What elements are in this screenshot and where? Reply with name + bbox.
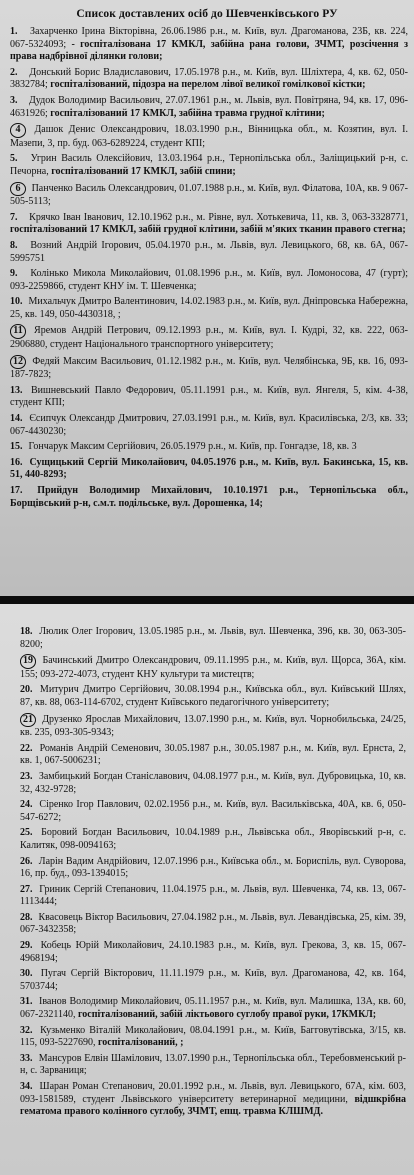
entry-text: Пугач Сергій Вікторович, 11.11.1979 р.н., м. Київ, вул. Драгоманова, 42, кв. 164, 5703744; — [20, 968, 407, 992]
entry-number: 27. — [20, 883, 33, 895]
entry-number: 14. — [10, 413, 23, 425]
list-item — [6, 95, 408, 120]
entry-number: 10. — [10, 296, 23, 308]
list-item — [6, 67, 408, 92]
list-item — [6, 240, 408, 265]
list-item — [20, 856, 406, 881]
entry-text: Сущицький Сергій Миколайович, 04.05.1976 р.н., м. Київ, вул. Бакинська, 15, кв. 51, 440-8293; — [10, 456, 409, 481]
list-item — [20, 827, 406, 852]
list-item — [20, 1053, 406, 1078]
entry-number: 29. — [20, 940, 33, 952]
entries-list-page-1 — [6, 26, 408, 510]
entry-text: Вишневський Павло Федорович, 05.11.1991 р.н., м. Київ, вул. Янгеля, 5, кім. 4-38, студент КПІ; — [10, 384, 409, 409]
list-item — [20, 884, 406, 909]
entry-text: Митурич Дмитро Сергійович, 30.08.1994 р.н., Київська обл., вул. Київський Шлях, 87, кв. 88, 063-114-6702, студент Київського педагогічного університету; — [20, 684, 407, 708]
list-item — [6, 385, 408, 410]
list-item — [20, 996, 406, 1021]
list-item — [20, 799, 406, 824]
entry-text: Колінько Микола Миколайович, 01.08.1996 р.н., м. Київ, вул. Ломоносова, 47 (гурт); 093-2259866, студент КНУ ім. Т. Шевченка; — [10, 268, 408, 292]
list-item — [20, 684, 406, 709]
list-item — [6, 296, 408, 321]
list-item — [6, 123, 408, 150]
entry-text: Крячко Іван Іванович, 12.10.1962 р.н., м. Рівне, вул. Хотькевича, 11, кв. 3, 063-3328771, — [29, 211, 409, 223]
entry-number: 30. — [20, 968, 33, 980]
entry-text: Гончарук Максим Сергійович, 26.05.1979 р.н., м. Київ, пр. Гонгадзе, 18, кв. 3 — [28, 441, 357, 453]
list-item — [6, 457, 408, 482]
entry-text: Квасовець Віктор Васильович, 27.04.1982 р.н., м. Львів, вул. Левандівська, 25, кім. 39, 067-3432358; — [20, 911, 407, 936]
entry-medical-note: госпіталізований, забій ліктьового суглобу правої руки, 17КМКЛ; — [75, 1009, 377, 1021]
list-item — [6, 441, 408, 454]
list-item — [6, 324, 408, 351]
entry-medical-note: госпіталізований 17 КМКЛ, забій грудної клітини, забій м'яких тканин правого стегна; — [10, 224, 406, 236]
circled-entry-number: 12 — [10, 355, 26, 370]
entry-text: Єсипчук Олександр Дмитрович, 27.03.1991 р.н., м. Київ, вул. Красилівська, 2/3, кв. 33; 067-4430230; — [10, 413, 409, 437]
list-item — [6, 485, 408, 510]
entry-text: Іванов Володимир Миколайович, 05.11.1957 р.н., м. Київ, вул. Малишка, 13А, кв. 60, 067-2321140, — [20, 996, 406, 1021]
list-item — [20, 713, 406, 740]
entry-number: 13. — [10, 384, 23, 396]
circled-entry-number: 19 — [20, 654, 36, 669]
document-page-2 — [0, 604, 414, 1175]
entry-number: 34. — [20, 1081, 33, 1092]
entry-number: 33. — [20, 1052, 33, 1064]
entry-text: Донський Борис Владиславович, 17.05.1978 р.н., м. Київ, вул. Шліхтера, 4, кв. 62, 050-3832784; — [10, 66, 409, 91]
entry-medical-note: госпіталізований 17 КМКЛ, забійна травма грудної клітини; — [47, 107, 325, 119]
entry-number: 3. — [10, 94, 18, 106]
entry-number: 23. — [20, 770, 33, 782]
list-item — [20, 654, 406, 681]
list-item — [20, 968, 406, 993]
circled-entry-number: 11 — [10, 324, 26, 339]
entry-number: 24. — [20, 799, 33, 811]
entry-medical-note: госпіталізований 17 КМКЛ, забій спини; — [48, 165, 236, 177]
entry-text: Захарченко Ірина Вікторівна, 26.06.1986 р.н., м. Київ, вул. Драгоманова, 23Б, кв. 224, 067-5324093; — [10, 26, 408, 50]
list-item — [6, 26, 408, 64]
entry-number: 31. — [20, 996, 33, 1008]
list-item — [6, 212, 408, 237]
entry-text: Друзенко Ярослав Михайлович, 13.07.1990 р.н., м. Київ, вул. Чорнобильська, 24/25, кв. 235, 093-305-9343; — [20, 713, 406, 739]
entry-number: 16. — [10, 456, 23, 468]
entry-number: 9. — [10, 268, 18, 280]
entry-number: 1. — [10, 26, 18, 37]
list-item — [20, 940, 406, 965]
entry-number: 25. — [20, 827, 33, 839]
entry-text: Прийдун Володимир Михайлович, 10.10.1971 р.н., Тернопільська обл., Борщівський р-н, с.м.т. подільське, вул. Дорошенка, 14; — [10, 485, 409, 509]
entry-number: 26. — [20, 855, 33, 867]
entry-text: Кобець Юрій Миколайович, 24.10.1983 р.н., м. Київ, вул. Грекова, 3, кв. 15, 067-4968194; — [20, 940, 406, 964]
entry-number: 32. — [20, 1024, 33, 1036]
circled-entry-number: 4 — [10, 123, 26, 138]
list-item — [6, 182, 408, 209]
entry-number: 15. — [10, 441, 23, 453]
entry-text: Михальчук Дмитро Валентинович, 14.02.1983 р.н., м. Київ, вул. Дніпровська Набережна, 25, кв. 149, 050-4430318, ; — [10, 296, 408, 320]
circled-entry-number: 21 — [20, 713, 36, 728]
entry-number: 7. — [10, 211, 18, 223]
list-item — [6, 413, 408, 438]
entry-text: Дудок Володимир Васильович, 27.07.1961 р.н., м. Львів, вул. Повітряна, 94, кв. 17, 096-4631926; — [10, 94, 408, 119]
entry-text: Бачинський Дмитро Олександрович, 09.11.1995 р.н., м. Київ, вул. Щорса, 36А, кім. 155; 093-272-4073, студент КНУ культури та мистецтв; — [20, 655, 407, 680]
entry-text: Дашок Денис Олександрович, 18.03.1990 р.н., Вінницька обл., м. Козятин, вул. І. Мазепи, 3, пр. буд. 063-6289224, студент КПІ; — [10, 124, 408, 149]
entry-text: Ларін Вадим Андрійович, 12.07.1996 р.н., Київська обл., м. Бориспіль, вул. Суворова, 16, пр. буд., 093-1394015; — [20, 855, 407, 880]
entry-medical-note: госпіталізований, ; — [95, 1037, 184, 1049]
entry-medical-note: госпіталізований, підозра на перелом лівої великої гомілкової кістки; — [47, 79, 366, 91]
entry-medical-note: відшкрібна гематома правого колінного суглобу, ЗЧМТ, епщ. травма КЛШМД. — [20, 1093, 406, 1118]
entry-number: 17. — [10, 485, 23, 496]
entry-text: Сіренко Ігор Павлович, 02.02.1956 р.н., м. Київ, вул. Васильківська, 40А, кв. 6, 050-547-6272; — [20, 799, 406, 823]
entry-text: Угрин Василь Олексійович, 13.03.1964 р.н., Тернопільська обл., Заліщицький р-н, с. Печорна, — [10, 153, 409, 177]
list-item — [20, 771, 406, 796]
entry-text: Замбицький Богдан Станіславович, 04.08.1977 р.н., м. Київ, вул. Дубровицька, 10, кв. 32, 432-9728; — [20, 770, 406, 795]
entry-number: 20. — [20, 684, 33, 696]
entry-number: 18. — [20, 626, 33, 637]
entries-list-page-2 — [20, 626, 406, 1119]
list-item — [20, 626, 406, 651]
entry-medical-note: - госпіталізована 17 КМКЛ, забійна рана голови, ЗЧМТ, розсічення з права надбрівної ділянки голови; — [10, 38, 408, 63]
list-item — [6, 153, 408, 178]
entry-text: Люлик Олег Ігорович, 13.05.1985 р.н., м. Львів, вул. Шевченка, 396, кв. 30, 063-305-8200; — [20, 626, 406, 650]
entry-text: Шаран Роман Степанович, 20.01.1992 р.н., м. Львів, вул. Левицького, 67А, кім. 603, 093-1581589, студент Львівського університету ветеринарної медицини, — [20, 1081, 407, 1105]
entry-number: 22. — [20, 742, 33, 754]
entry-text: Романів Андрій Семенович, 30.05.1987 р.н., 30.05.1987 р.н., м. Київ, вул. Ернста, 2, кв. 1, 067-5006231; — [20, 742, 407, 767]
list-item — [20, 1025, 406, 1050]
entry-text: Мансуров Елвін Шамілович, 13.07.1990 р.н., Тернопільська обл., Теребовменський р-н, с. Зарваниця; — [20, 1052, 406, 1077]
list-item — [20, 743, 406, 768]
entry-text: Федяй Максим Васильович, 01.12.1982 р.н., м. Київ, вул. Челябінська, 9Б, кв. 16, 093-187-7823; — [10, 355, 409, 381]
list-item — [20, 912, 406, 937]
list-item — [6, 268, 408, 293]
entry-text: Яремов Андрій Петрович, 09.12.1993 р.н., м. Київ, вул. І. Кудрі, 32, кв. 222, 063-2906880, студент Національного транспортного університету; — [10, 325, 409, 351]
entry-text: Возний Андрій Ігорович, 05.04.1970 р.н., м. Львів, вул. Левицького, 68, кв. 6А, 067-5995751 — [10, 239, 409, 264]
list-item — [20, 1081, 406, 1119]
document-title: Список доставлених осіб до Шевченківського РУ — [76, 8, 338, 20]
entry-number: 28. — [20, 911, 33, 923]
entry-text: Боровий Богдан Васильович, 10.04.1989 р.н., Львівська обл., Яворівський р-н, с. Калитяк, 098-0094163; — [20, 827, 406, 851]
entry-text: Гриник Сергій Степанович, 11.04.1975 р.н., м. Львів, вул. Шевченка, 74, кв. 13, 067-1113444; — [20, 883, 406, 908]
entry-number: 5. — [10, 153, 18, 165]
entry-number: 8. — [10, 239, 18, 251]
page-separator — [0, 596, 414, 604]
entry-text: Кузьменко Віталій Миколайович, 08.04.1991 р.н., м. Київ, Багговутівська, 3/15, кв. 115, 093-5227690, — [20, 1024, 407, 1049]
entry-number: 2. — [10, 66, 18, 78]
entry-text: Панченко Василь Олександрович, 01.07.1988 р.н., м. Київ, вул. Філатова, 10А, кв. 9 067-505-5113; — [10, 182, 409, 208]
circled-entry-number: 6 — [10, 182, 26, 197]
list-item — [6, 355, 408, 382]
